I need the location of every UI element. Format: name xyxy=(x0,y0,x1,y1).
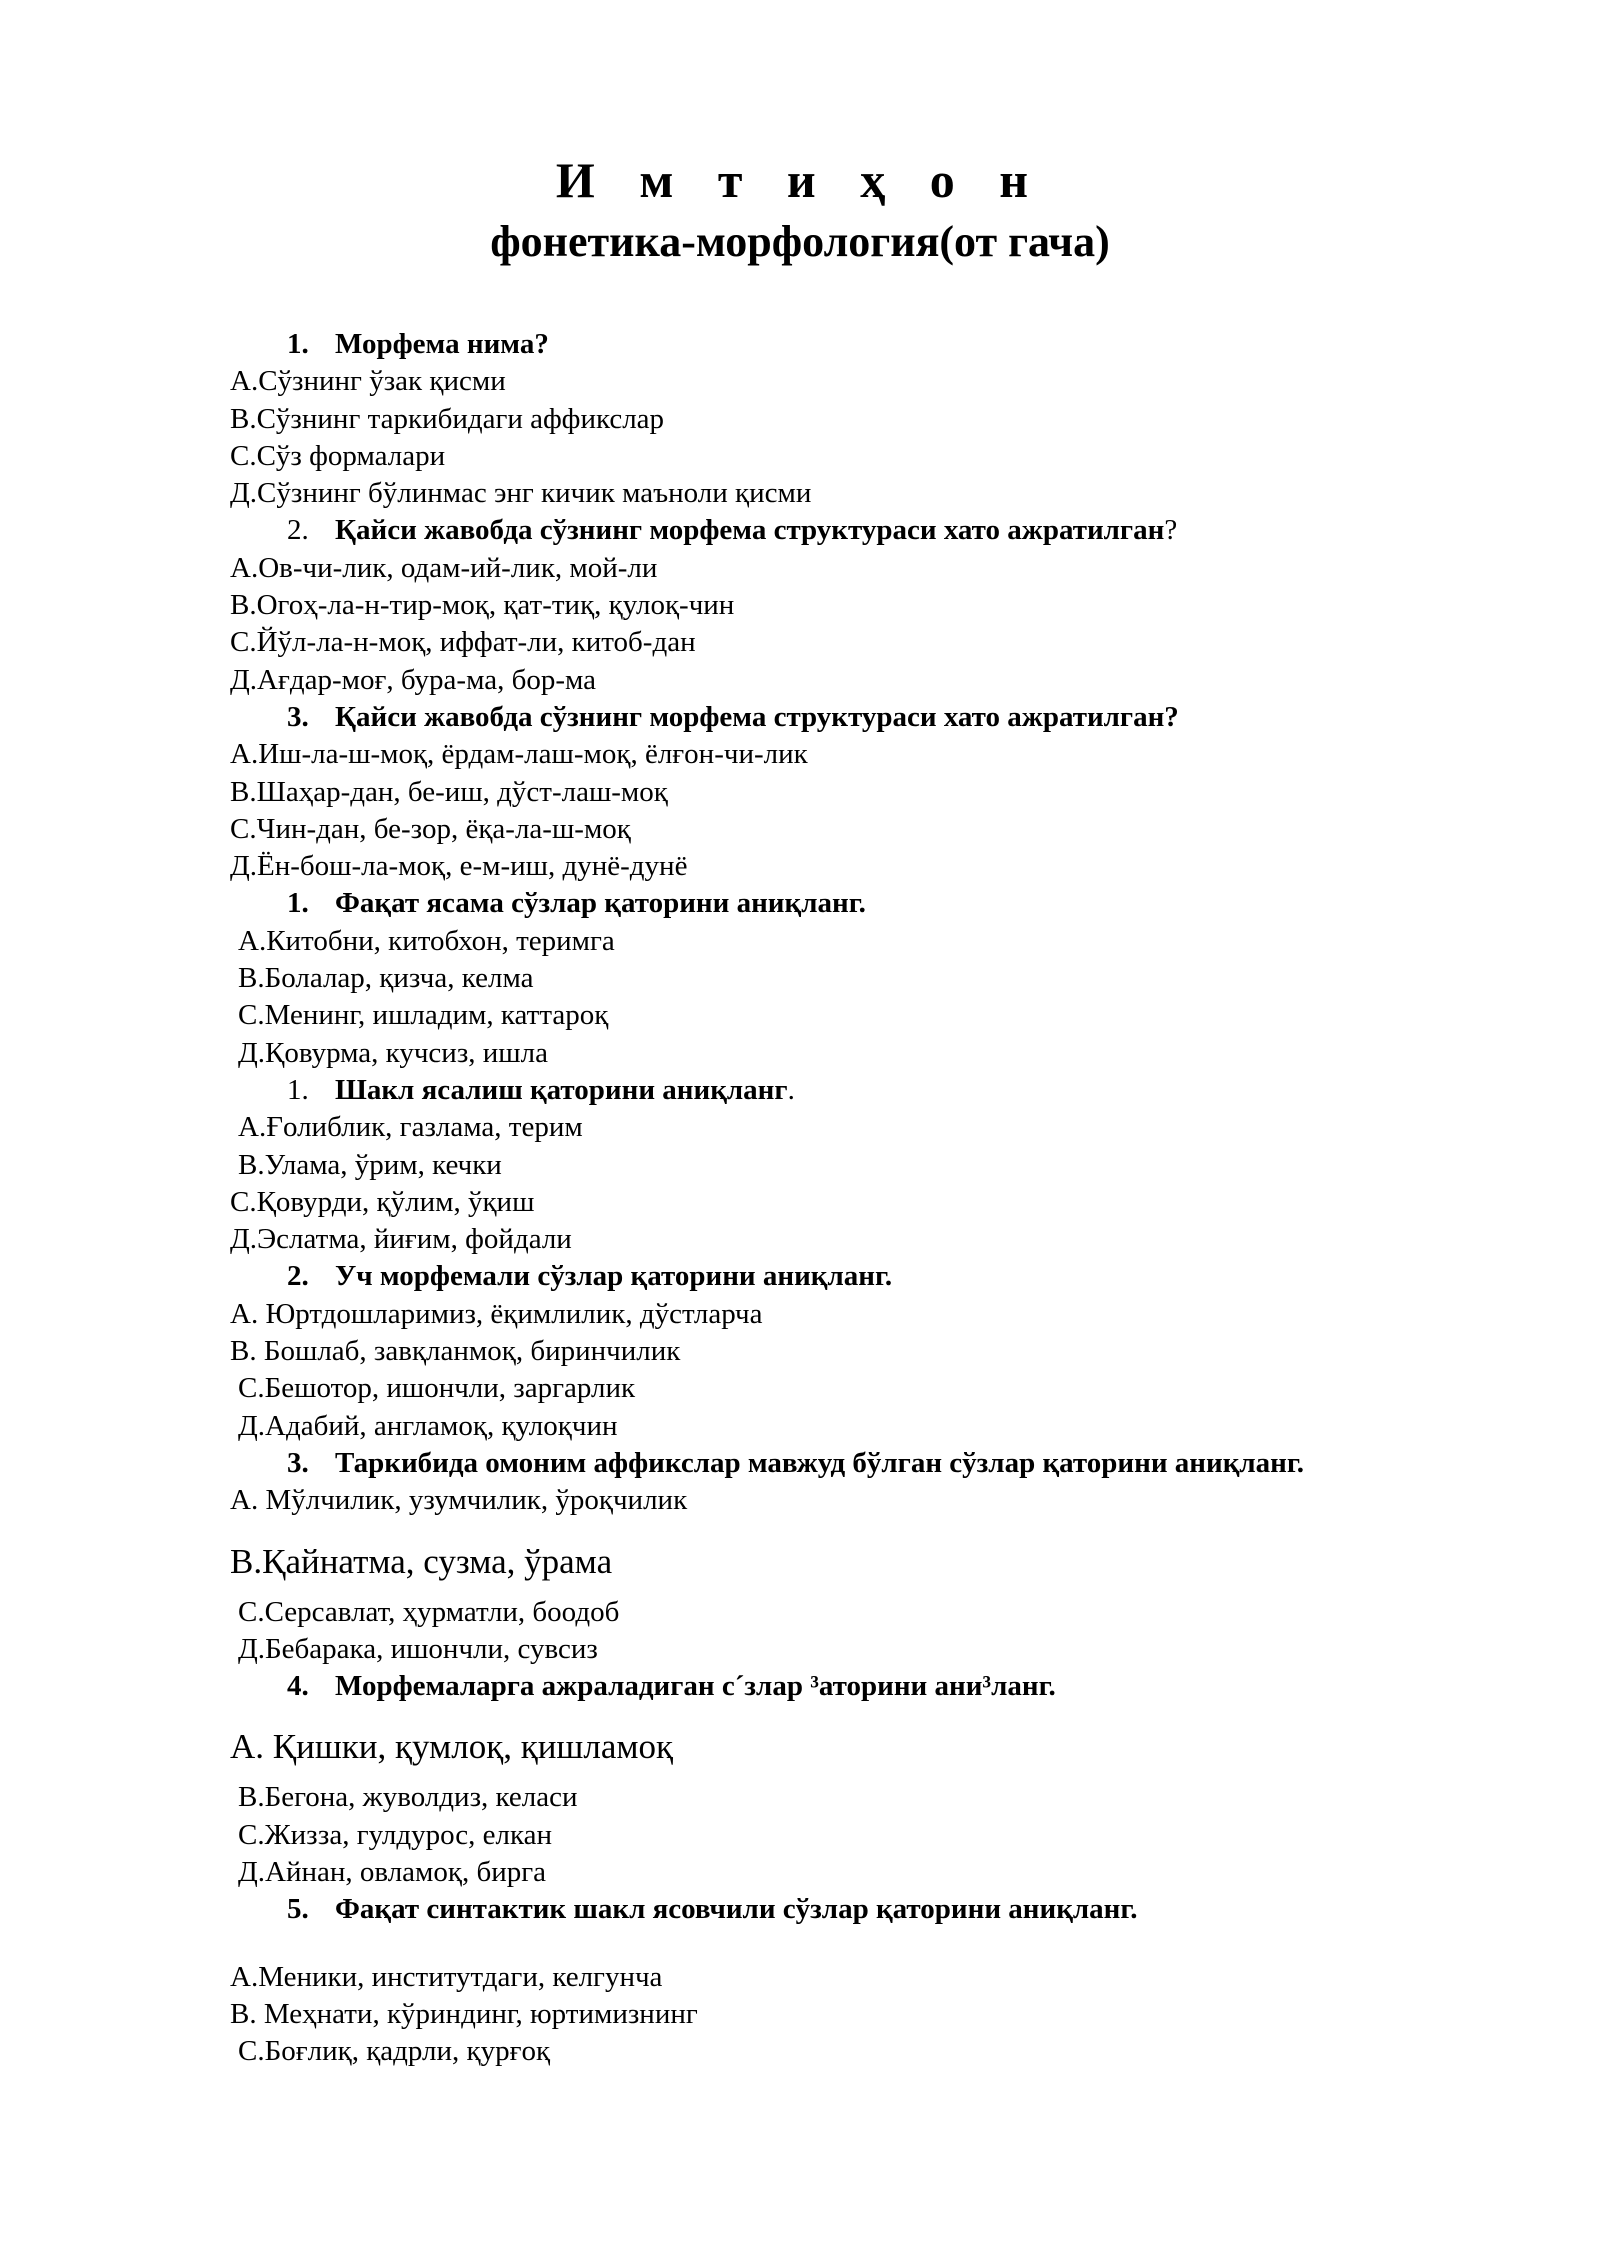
question-number: 3. xyxy=(287,1446,309,1479)
question-6 xyxy=(230,1258,1490,1295)
answer-option: В.Бегона, жуволдиз, келаси xyxy=(238,1781,578,1814)
question-3 xyxy=(230,699,1490,736)
question-text: Фақат синтактик шакл ясовчили сўзлар қаторини аниқланг. xyxy=(335,1893,1138,1926)
answer-option: Д.Адабий, англамоқ, қулоқчин xyxy=(238,1409,618,1442)
question-number: 1. xyxy=(287,328,309,360)
answer-option: В.Улама, ўрим, кечки xyxy=(238,1148,502,1181)
question-number: 4. xyxy=(287,1670,309,1703)
answer-option: С.Бешотор, ишончли, заргарлик xyxy=(238,1372,636,1405)
answer-option: А.Китобни, китобхон, теримга xyxy=(238,924,615,957)
spacer xyxy=(230,1929,1490,1959)
question-number: 2. xyxy=(287,514,309,547)
question-number: 2. xyxy=(287,1260,309,1293)
answer-option: А.Сўзнинг ўзак қисми xyxy=(230,365,506,398)
question-number: 3. xyxy=(287,700,309,733)
question-text: Таркибида омоним аффикслар мавжуд бўлган сўзлар қаторини аниқланг. xyxy=(335,1446,1305,1479)
question-4 xyxy=(230,885,1490,922)
answer-option: А. Юртдошларимиз, ёқимлилик, дўстларча xyxy=(230,1297,763,1330)
document-title: И м т и ҳ о н xyxy=(555,152,1045,208)
question-text: Уч морфемали сўзлар қаторини аниқланг. xyxy=(335,1260,893,1293)
question-1 xyxy=(230,326,1490,363)
answer-option: С.Сўз формалари xyxy=(230,439,446,472)
answer-option: А.Меники, институтдаги, келгунча xyxy=(230,1960,663,1993)
answer-option: Д.Бебарака, ишончли, сувсиз xyxy=(238,1632,598,1665)
answer-option: С.Серсавлат, ҳурматли, боодоб xyxy=(238,1595,620,1628)
answer-option: В.Сўзнинг таркибидаги аффикслар xyxy=(230,402,665,435)
answer-option: С.Йўл-ла-н-моқ, иффат-ли, китоб-дан xyxy=(230,626,696,659)
answer-option: А.Ов-чи-лик, одам-ий-лик, мой-ли xyxy=(230,551,658,584)
question-text: Қайси жавобда сўзнинг морфема структураси хато ажратилган? xyxy=(335,700,1179,733)
question-punctuation: . xyxy=(787,1073,795,1106)
answer-option: В.Огоҳ-ла-н-тир-моқ, қат-тиқ, қулоқ-чин xyxy=(230,589,735,622)
answer-option: В.Шаҳар-дан, бе-иш, дўст-лаш-моқ xyxy=(230,775,668,808)
question-text: Қайси жавобда сўзнинг морфема структураси хато ажратилган xyxy=(335,514,1165,547)
answer-option: Д.Эслатма, йиғим, фойдали xyxy=(230,1223,572,1256)
question-7 xyxy=(230,1445,1490,1482)
answer-option: С.Менинг, ишладим, каттароқ xyxy=(238,999,609,1032)
answer-option: Д.Қовурма, кучсиз, ишла xyxy=(238,1036,548,1069)
question-8 xyxy=(230,1668,1490,1705)
answer-option: В. Меҳнати, кўриндинг, юртимизнинг xyxy=(230,1997,698,2030)
document-subtitle: фонетика-морфология(от гача) xyxy=(490,217,1110,266)
question-text: Фақат ясама сўзлар қаторини аниқланг. xyxy=(335,887,866,920)
answer-option: А.Иш-ла-ш-моқ, ёрдам-лаш-моқ, ёлғон-чи-лик xyxy=(230,738,808,771)
question-number: 1. xyxy=(287,1073,309,1106)
test-questions xyxy=(230,326,1490,2070)
answer-option: А. Мўлчилик, узумчилик, ўроқчилик xyxy=(230,1484,688,1517)
question-number: 1. xyxy=(287,887,309,920)
question-text: Шакл ясалиш қаторини аниқланг xyxy=(335,1073,788,1106)
answer-option: Д.Ағдар-моғ, бура-ма, бор-ма xyxy=(230,663,597,696)
answer-option: В.Қайнатма, сузма, ўрама xyxy=(230,1541,613,1581)
question-9 xyxy=(230,1891,1490,1928)
answer-option: А. Қишки, қумлоқ, қишламоқ xyxy=(230,1727,674,1767)
answer-option: С.Боғлиқ, қадрли, қурғоқ xyxy=(238,2035,551,2068)
answer-option: В.Болалар, қизча, келма xyxy=(238,962,534,995)
answer-option: В. Бошлаб, завқланмоқ, биринчилик xyxy=(230,1335,681,1368)
question-2 xyxy=(230,512,1490,549)
answer-option: Д.Сўзнинг бўлинмас энг кичик маъноли қисми xyxy=(230,477,812,510)
answer-option: С.Қовурди, қўлим, ўқиш xyxy=(230,1185,535,1218)
answer-option: Д.Ён-бош-ла-моқ, е-м-иш, дунё-дунё xyxy=(230,850,688,883)
question-5 xyxy=(230,1072,1490,1109)
question-text: Морфемаларга ажраладиган с´злар ³аторини ани³ланг. xyxy=(335,1670,1056,1703)
answer-option: С.Чин-дан, бе-зор, ёқа-ла-ш-моқ xyxy=(230,812,631,845)
answer-option: Д.Айнан, овламоқ, бирга xyxy=(238,1855,547,1888)
answer-option: С.Жизза, гулдурос, елкан xyxy=(238,1818,553,1851)
question-text: Морфема нима? xyxy=(335,328,549,360)
question-number: 5. xyxy=(287,1893,309,1926)
answer-option: А.Ғолиблик, газлама, терим xyxy=(238,1111,583,1144)
question-punctuation: ? xyxy=(1164,514,1178,547)
